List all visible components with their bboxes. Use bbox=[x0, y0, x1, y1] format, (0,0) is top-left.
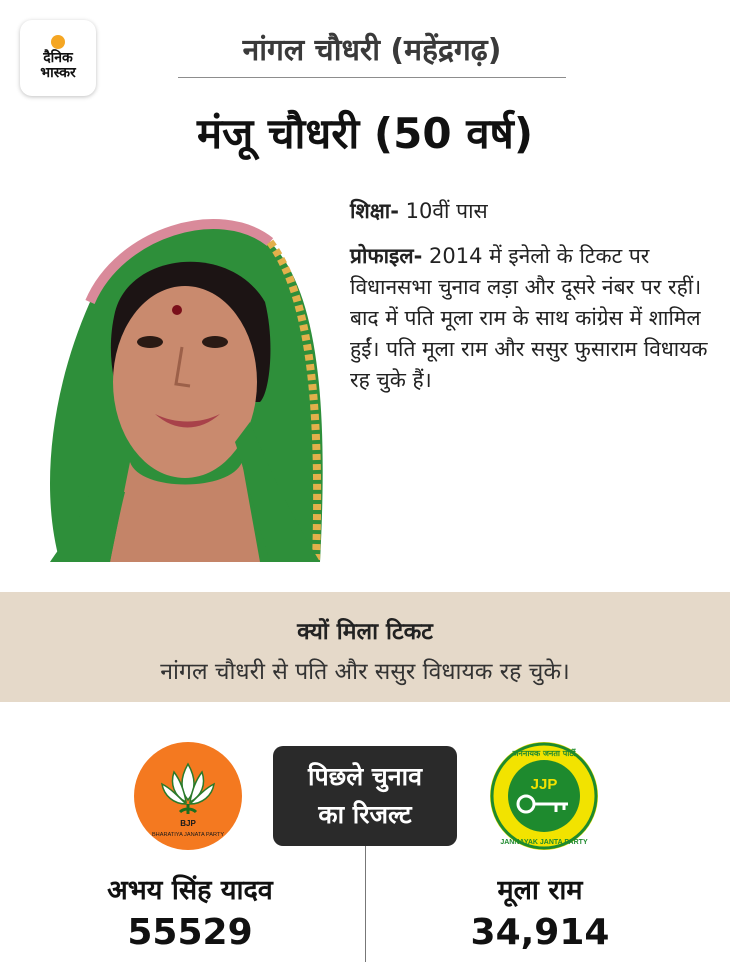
logo-line-1: दैनिक bbox=[43, 50, 73, 66]
candidate-name: मंजू चौधरी (50 वर्ष) bbox=[196, 109, 534, 158]
bjp-logo bbox=[134, 742, 242, 850]
candidate-info bbox=[350, 196, 710, 410]
why-ticket-text: नांगल चौधरी से पति और ससुर विधायक रह चुके। bbox=[160, 659, 570, 685]
profile-label: प्रोफाइल- bbox=[350, 244, 423, 268]
jjp-fullname-hi: जननायक जनता पार्टी bbox=[512, 749, 576, 758]
why-ticket-heading: क्यों मिला टिकट bbox=[297, 619, 433, 645]
badge-line-1: पिछले चुनाव bbox=[308, 762, 422, 791]
divider-line bbox=[365, 846, 366, 962]
jjp-fullname: JANNAYAK JANTA PARTY bbox=[500, 839, 588, 846]
left-candidate-votes: 55529 bbox=[127, 912, 253, 953]
right-candidate-votes: 34,914 bbox=[470, 912, 610, 953]
bjp-abbr: BJP bbox=[180, 819, 196, 828]
profile-text: 2014 में इनेलो के टिकट पर विधानसभा चुनाव लड़ा और दूसरे नंबर पर रहीं। बाद में पति मूला राम के साथ कांग्रेस में शामिल हुईं। पति मूला राम और ससुर फुसाराम विधायक रह चुके हैं। bbox=[350, 244, 708, 392]
profile-line bbox=[350, 241, 710, 396]
education-line bbox=[350, 196, 710, 227]
jjp-abbr: JJP bbox=[530, 776, 558, 793]
left-candidate-name: अभय सिंह यादव bbox=[107, 875, 273, 906]
education-value: 10वीं पास bbox=[405, 199, 488, 223]
why-ticket-band bbox=[0, 592, 730, 702]
constituency-title: नांगल चौधरी (महेंद्रगढ़) bbox=[178, 28, 566, 78]
logo-line-2: भास्कर bbox=[40, 65, 76, 81]
jjp-logo bbox=[490, 742, 598, 850]
previous-result-badge bbox=[273, 746, 457, 846]
badge-line-2: का रिजल्ट bbox=[318, 800, 412, 829]
bjp-fullname: BHARATIYA JANATA PARTY bbox=[151, 832, 225, 838]
right-candidate-name: मूला राम bbox=[497, 875, 583, 906]
candidate-photo bbox=[20, 192, 328, 562]
education-label: शिक्षा- bbox=[350, 199, 399, 223]
dainik-bhaskar-logo bbox=[20, 20, 96, 96]
sun-icon bbox=[51, 35, 65, 49]
